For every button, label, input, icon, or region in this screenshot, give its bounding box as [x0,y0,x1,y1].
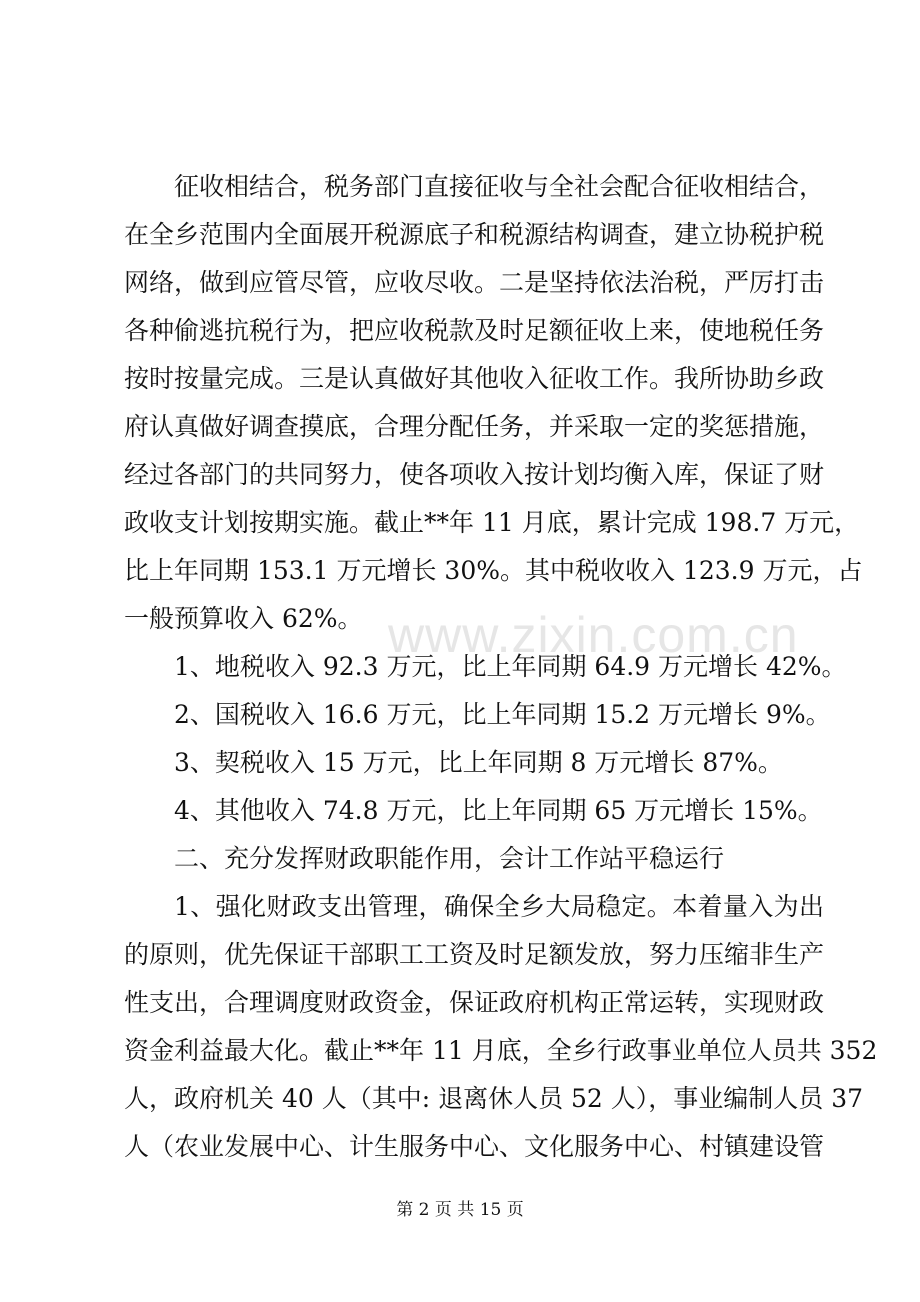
paragraph-line: 比上年同期 153.1 万元增长 30%。其中税收收入 123.9 万元，占 [124,556,863,585]
paragraph-line: 的原则，优先保证干部职工工资及时足额发放，努力压缩非生产 [124,940,825,969]
paragraph-line: 人，政府机关 40 人（其中: 退离休人员 52 人），事业编制人员 37 [124,1084,864,1113]
list-item: 3、契税收入 15 万元，比上年同期 8 万元增长 87%。 [174,748,783,777]
page-footer: 第 2 页 共 15 页 [396,1200,524,1220]
paragraph-line: 人（农业发展中心、计生服务中心、文化服务中心、村镇建设管 [124,1132,825,1161]
paragraph-line: 各种偷逃抗税行为，把应收税款及时足额征收上来，使地税任务 [124,316,825,345]
paragraph-line: 资金利益最大化。截止**年 11 月底，全乡行政事业单位人员共 352 [124,1036,878,1065]
paragraph-line: 在全乡范围内全面展开税源底子和税源结构调查，建立协税护税 [124,220,825,249]
paragraph-line: 经过各部门的共同努力，使各项收入按计划均衡入库，保证了财 [124,460,825,489]
paragraph-line: 按时按量完成。三是认真做好其他收入征收工作。我所协助乡政 [124,364,825,393]
paragraph-line: 征收相结合，税务部门直接征收与全社会配合征收相结合， [174,172,825,201]
paragraph-line: 府认真做好调查摸底，合理分配任务，并采取一定的奖惩措施， [124,412,825,441]
paragraph-line: 1、强化财政支出管理，确保全乡大局稳定。本着量入为出 [174,892,824,921]
list-item: 1、地税收入 92.3 万元，比上年同期 64.9 万元增长 42%。 [174,652,847,681]
section-heading: 二、充分发挥财政职能作用，会计工作站平稳运行 [174,844,725,873]
paragraph-line: 网络，做到应管尽管，应收尽收。二是坚持依法治税，严厉打击 [124,268,825,297]
watermark: www.zixin.com.cn [388,607,799,663]
list-item: 2、国税收入 16.6 万元，比上年同期 15.2 万元增长 9%。 [174,700,831,729]
paragraph-line: 性支出，合理调度财政资金，保证政府机构正常运转，实现财政 [124,988,825,1017]
paragraph-line: 政收支计划按期实施。截止**年 11 月底，累计完成 198.7 万元， [124,508,860,537]
paragraph-line: 一般预算收入 62%。 [124,604,363,633]
list-item: 4、其他收入 74.8 万元，比上年同期 65 万元增长 15%。 [174,796,823,825]
